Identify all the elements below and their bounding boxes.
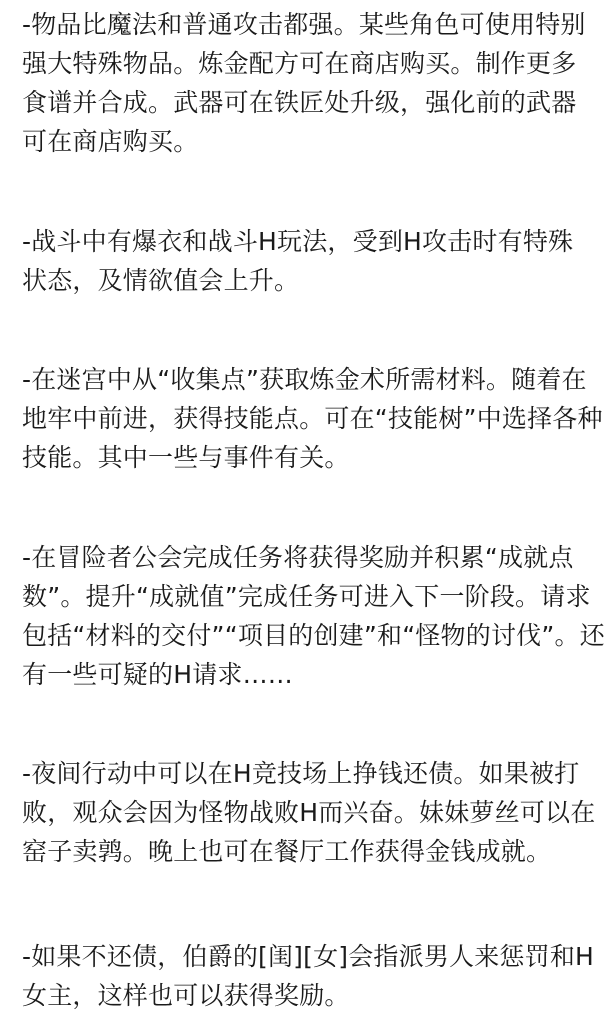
text-line: -战斗中有爆衣和战斗H玩法，受到H攻击时有特殊 xyxy=(22,227,574,256)
paragraph-debt xyxy=(22,937,595,1015)
paragraph-items xyxy=(22,5,592,161)
text-line: -在冒险者公会完成任务将获得奖励并积累“成就点 xyxy=(22,543,574,572)
paragraph-battle xyxy=(22,222,592,300)
text-line: 女主，这样也可以获得奖励。 xyxy=(22,981,350,1010)
text-line: 窑子卖鹑。晚上也可在餐厅工作获得金钱成就。 xyxy=(22,837,552,866)
text-line: -如果不还债，伯爵的[闺][女]会指派男人来惩罚和H xyxy=(22,942,595,971)
text-line: 数”。提升“成就值”完成任务可进入下一阶段。请求 xyxy=(22,582,591,611)
text-line: 包括“材料的交付”“项目的创建”和“怪物的讨伐”。还 xyxy=(22,621,605,650)
paragraph-labyrinth xyxy=(22,360,603,477)
text-line: 败，观众会因为怪物战败H而兴奋。妹妹萝丝可以在 xyxy=(22,798,596,827)
text-line: 可在商店购买。 xyxy=(22,127,199,156)
text-line: 强大特殊物品。炼金配方可在商店购买。制作更多 xyxy=(22,49,577,78)
text-line: -夜间行动中可以在H竞技场上挣钱还债。如果被打 xyxy=(22,759,580,788)
text-line: 技能。其中一些与事件有关。 xyxy=(22,443,350,472)
text-line: 有一些可疑的H请求…… xyxy=(22,660,293,689)
text-line: -在迷宫中从“收集点”获取炼金术所需材料。随着在 xyxy=(22,365,587,394)
text-line: 食谱并合成。武器可在铁匠处升级，强化前的武器 xyxy=(22,88,577,117)
paragraph-guild xyxy=(22,538,605,694)
paragraph-night xyxy=(22,754,596,871)
text-line: 地牢中前进，获得技能点。可在“技能树”中选择各种 xyxy=(22,404,603,433)
text-line: 状态，及情欲值会上升。 xyxy=(22,266,300,295)
text-line: -物品比魔法和普通攻击都强。某些角色可使用特别 xyxy=(22,10,586,39)
